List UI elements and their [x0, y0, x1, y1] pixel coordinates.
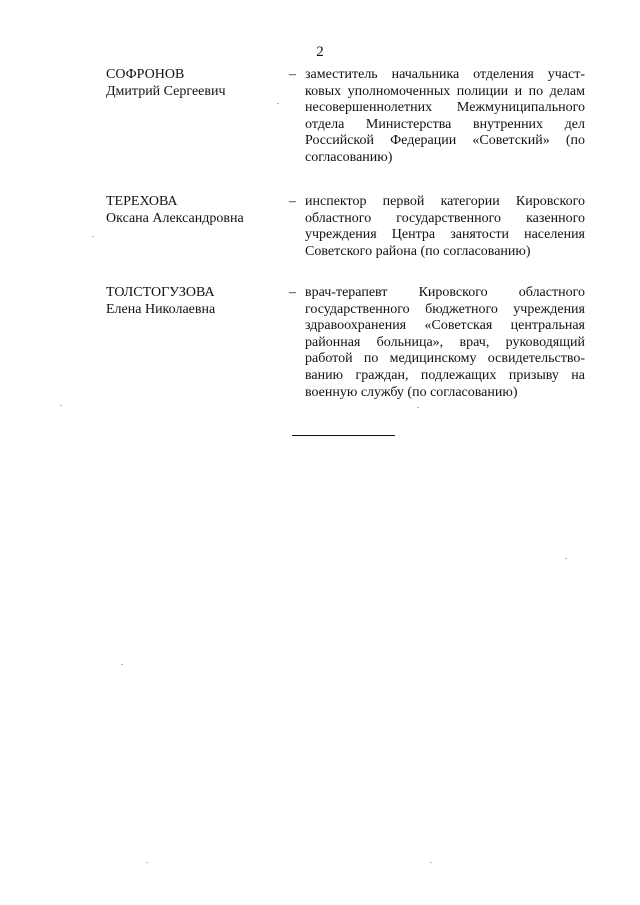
member-surname: ТЕРЕХОВА: [106, 194, 178, 209]
member-position: заместитель начальника отделения участковых уполномоченных полиции и по делам несовершеннолетних Межмуниципального отдела Министерства внутренних дел Российской Федерации «Советский» (по согласованию): [305, 67, 585, 165]
member-position: врач-терапевт Кировского областного государственного бюджетного учреждения здравоохранения «Советская центральная районная больница», врач, руководящий работой по медицинскому освидетельствованию граждан, подлежащих призыву на военную службу (по согласованию): [305, 285, 585, 400]
member-surname: ТОЛСТОГУЗОВА: [106, 285, 215, 300]
member-given-names: Дмитрий Сергеевич: [106, 83, 226, 99]
member-name: [106, 67, 281, 100]
dash-separator: –: [289, 194, 296, 209]
closing-rule: [292, 435, 395, 436]
member-name: [106, 194, 281, 227]
scan-speck: [60, 405, 62, 406]
scan-speck: [417, 407, 419, 408]
scan-speck: [277, 103, 279, 104]
page-number: 2: [316, 44, 324, 60]
dash-separator: –: [289, 67, 296, 82]
dash-separator: –: [289, 285, 296, 300]
member-given-names: Оксана Александровна: [106, 210, 244, 226]
member-given-names: Елена Николаевна: [106, 301, 216, 317]
scan-speck: [146, 862, 148, 863]
scan-speck: [430, 862, 432, 863]
member-name: [106, 285, 281, 318]
scan-speck: [121, 664, 123, 665]
scan-speck: [565, 558, 567, 559]
member-surname: СОФРОНОВ: [106, 67, 185, 82]
member-position: инспектор первой категории Кировского областного государственного казенного учреждения Центра занятости населения Советского района (по согласованию): [305, 194, 585, 259]
scan-speck: [92, 236, 94, 237]
